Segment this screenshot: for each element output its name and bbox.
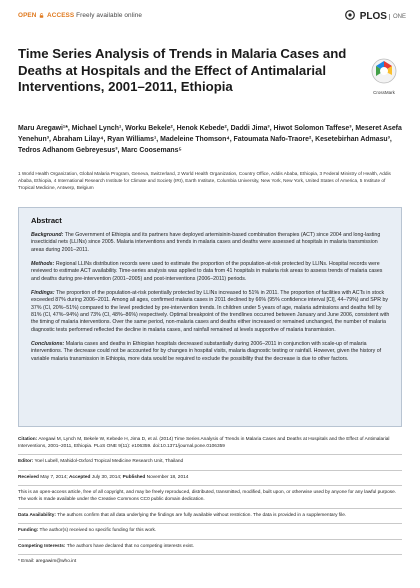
data-availability-label: Data Availability:	[18, 512, 56, 518]
access-label: ACCESS	[47, 12, 75, 19]
license: This is an open-access article, free of all copyright, and may be freely reproduced, distributed, transmitted, modified, built upon, or otherwise used by anyone for any lawful purpose. The work is made available under the Creative Commons CC0 public domain dedication.	[18, 490, 397, 502]
open-lock-icon	[39, 13, 44, 18]
data-availability	[18, 513, 402, 520]
funding-label: Funding:	[18, 528, 39, 534]
abstract-box	[18, 207, 402, 427]
dates	[18, 475, 402, 482]
abstract-conclusions	[31, 341, 391, 363]
divider	[18, 554, 402, 555]
journal-subname: ONE	[389, 14, 406, 20]
email-label: * Email:	[18, 559, 35, 565]
data-availability-text: The authors confirm that all data underlying the findings are fully available without restriction. The data is provided in a supplementary file.	[57, 512, 347, 518]
conclusions-text: Malaria cases and deaths in Ethiopian hospitals decreased substantially during 2006–2011 in conjunction with scale-up of malaria interventions. The decrease could not be accounted for by changes in hospital visits, malaria diagnostic testing or rainfall. However, given the history of variable malaria transmission in Ethiopia, more data would be required to exclude the possibility that the decrease is due to other factors.	[31, 341, 382, 362]
contact-email	[18, 559, 402, 566]
citation-label: Citation:	[18, 437, 38, 442]
funding	[18, 528, 402, 535]
crossmark-label: CrossMark	[373, 90, 395, 95]
competing-interests-text: The authors have declared that no competing interests exist.	[66, 543, 195, 549]
editor-label: Editor:	[18, 459, 34, 465]
crossmark-icon	[371, 58, 397, 84]
abstract-heading: Abstract	[31, 216, 62, 225]
freely-available-label: Freely available online	[76, 12, 143, 19]
divider	[18, 508, 402, 509]
article-metadata	[18, 437, 402, 566]
open-access-badge	[18, 12, 142, 19]
funding-text: The author(s) received no specific funding for this work.	[39, 528, 157, 534]
findings-label: Findings:	[31, 290, 55, 297]
citation-text: Aregawi M, Lynch M, Bekele W, Kebede H, Jima D, et al. (2014) Time Series Analysis of Trends in Malaria Cases and Deaths at Hospitals and the Effect of Antimalarial Interventions, 2001–2011, Ethiopia. PLoS ONE 9(11): e106359. doi:10.1371/journal.pone.0106359	[18, 437, 390, 449]
accepted-label: Accepted	[69, 474, 91, 480]
author-list: Maru Aregawi¹*, Michael Lynch¹, Worku Bekele², Henok Kebede², Daddi Jima³, Hiwot Solomon Taffese³, Meseret Asefa Yenehun³, Abraham Lilay⁴, Ryan Williams¹, Madeleine Thomson⁴, Fatoumata Nafo-Traore², Kesetebirhan Admasu³, Tedros Adhanom Gebreyesus³, Marc Coosemans⁵	[18, 125, 402, 154]
plos-one-logo	[345, 10, 406, 22]
editor-text: Yoel Lubell, Mahidol-Oxford Tropical Medicine Research Unit, Thailand	[34, 459, 184, 465]
editor	[18, 459, 402, 466]
competing-interests	[18, 544, 402, 551]
paper-title: Time Series Analysis of Trends in Malaria Cases and Deaths at Hospitals and the Effect of Antimalarial Interventions, 2001–2011, Ethiopia	[18, 46, 347, 94]
divider	[18, 470, 402, 471]
divider	[18, 539, 402, 540]
abstract-methods	[31, 261, 391, 283]
abstract-background	[31, 232, 391, 254]
methods-label: Methods:	[31, 261, 55, 268]
published-label: Published	[122, 474, 146, 480]
accepted-date: July 30, 2014;	[91, 474, 122, 480]
published-date: November 18, 2014	[146, 474, 189, 480]
competing-interests-label: Competing Interests:	[18, 543, 66, 549]
received-label: Received	[18, 474, 39, 480]
journal-header	[18, 10, 406, 26]
citation	[18, 437, 402, 450]
email-link[interactable]: aregawim@who.int	[35, 559, 77, 565]
methods-text: Regional LLINs distribution records were used to estimate the proportion of the population-at-risk protected by LLINs. Hospital records were reviewed to estimate ACT availability. Time-series analysis was applied to data from 41 hospitals in malaria risk areas to assess trends of malaria cases and deaths during pre-intervention (2001–2005) and post-interventions (2006–2011) periods.	[31, 261, 383, 282]
journal-name: PLOS	[359, 11, 387, 22]
divider	[18, 485, 402, 486]
abstract-findings	[31, 290, 391, 334]
plos-circle-icon	[345, 10, 355, 20]
background-label: Background:	[31, 232, 64, 238]
open-label: OPEN	[18, 12, 37, 19]
divider	[18, 523, 402, 524]
background-text: The Government of Ethiopia and its partners have deployed artemisinin-based combination therapies (ACT) since 2004 and long-lasting insecticidal nets (LLINs) since 2005. Malaria interventions and trends in malaria cases and deaths were assessed at hospitals in malaria transmission areas during 2001–2011.	[31, 232, 381, 253]
conclusions-label: Conclusions:	[31, 341, 65, 348]
crossmark-badge[interactable]	[366, 58, 402, 95]
findings-text: The proportion of the population-at-risk potentially protected by LLINs increased to 51% in 2011. The proportion of facilities with ACTs in stock exceeded 87% during 2006–2011. Among all ages, confirmed malaria cases in 2011 declined by 66% (95% confidence interval [CI], 44–79%) and SPR by 37% (CI, 20%–51%) compared to the level predicted by pre-intervention trends. In children under 5 years of age, malaria admissions and deaths fell by 81% (CI, 47%–94%) and 73% (CI, 48%–86%) respectively. Optimal breakpoint of the trendlines occurred between January and June 2006, consistent with the timing of malaria interventions. Over the same period, non-malaria cases and deaths either increased or remained unchanged, the number of malaria diagnostic tests performed reflected the decline in malaria cases, and rainfall remained at levels supportive of malaria transmission.	[31, 290, 390, 333]
received-date: May 7, 2014;	[40, 474, 68, 480]
divider	[18, 454, 402, 455]
affiliations: 1 World Health Organization, Global Malaria Program, Geneva, Switzerland, 2 World Health Organization, Country Office, Addis Ababa, Ethiopia, 3 Federal Ministry of Health, Addis Ababa, Ethiopia, 4 International Research Institute for Climate and Society (IRI), Earth Institute, Columbia University, New York, New York, United States of America, 5 Institute of Tropical Medicine, Antwerp, Belgium	[18, 171, 391, 191]
